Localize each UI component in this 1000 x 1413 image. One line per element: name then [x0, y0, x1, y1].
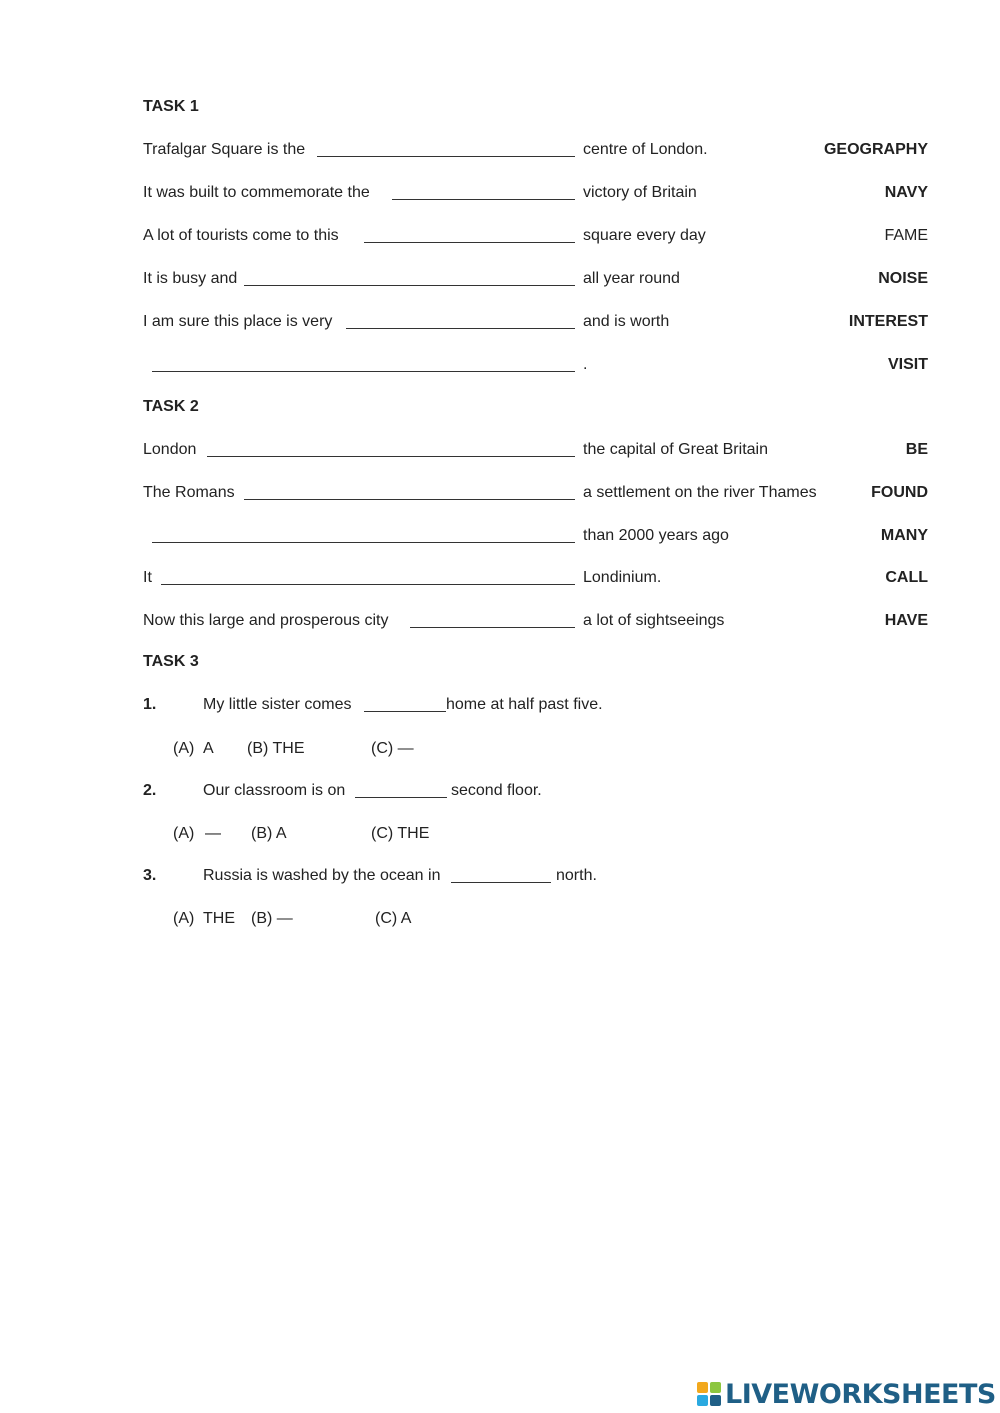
task1-row-2-keyword: NAVY — [884, 184, 928, 201]
question-2-option-c[interactable]: (C) THE — [371, 825, 430, 842]
question-1-blank[interactable] — [364, 711, 446, 712]
task3-heading: TASK 3 — [143, 653, 199, 670]
task1-row-5-blank[interactable] — [346, 328, 575, 329]
question-2-text: Our classroom is on — [203, 782, 346, 799]
logo-text: LIVEWORKSHEETS — [725, 1378, 996, 1410]
task1-row-6-after: . — [583, 356, 588, 373]
question-1-option-c[interactable]: (C) — — [371, 740, 414, 757]
task2-row-4-keyword: CALL — [885, 569, 928, 586]
question-3-option-a-label[interactable]: (A) — [173, 910, 195, 927]
question-2-option-a-label[interactable]: (A) — [173, 825, 195, 842]
question-1-option-a-value[interactable]: A — [203, 740, 214, 757]
liveworksheets-logo — [697, 1378, 996, 1410]
task2-row-4-after: Londinium. — [583, 569, 662, 586]
question-1-option-b[interactable]: (B) THE — [247, 740, 305, 757]
task1-row-5-keyword: INTEREST — [848, 313, 928, 330]
task2-row-3-blank[interactable] — [152, 542, 575, 543]
question-3-option-c[interactable]: (C) A — [375, 910, 412, 927]
task2-heading: TASK 2 — [143, 398, 199, 415]
question-3-option-a-value[interactable]: THE — [203, 910, 235, 927]
task2-row-5-text: Now this large and prosperous city — [143, 612, 389, 629]
task2-row-5-keyword: HAVE — [884, 612, 928, 629]
task1-row-5-after: and is worth — [583, 313, 670, 330]
task1-row-4-text: It is busy and — [143, 270, 238, 287]
question-2-after: second floor. — [451, 782, 542, 799]
task1-row-3-after: square every day — [583, 227, 706, 244]
task1-row-1-text: Trafalgar Square is the — [143, 141, 306, 158]
question-1-text: My little sister comes — [203, 696, 352, 713]
task2-row-1-keyword: BE — [905, 441, 928, 458]
question-3-option-b[interactable]: (B) — — [251, 910, 293, 927]
task2-row-3-keyword: MANY — [880, 527, 928, 544]
question-3-blank[interactable] — [451, 882, 551, 883]
task2-row-1-after: the capital of Great Britain — [583, 441, 768, 458]
task1-row-1-blank[interactable] — [317, 156, 575, 157]
task1-row-3-keyword: FAME — [884, 227, 928, 244]
task2-row-1-text: London — [143, 441, 197, 458]
logo-icon-cell-4 — [710, 1395, 721, 1406]
task2-row-5-blank[interactable] — [410, 627, 575, 628]
question-2-number: 2. — [143, 782, 157, 799]
task1-row-6-keyword: VISIT — [887, 356, 928, 373]
task1-row-3-text: A lot of tourists come to this — [143, 227, 339, 244]
task1-row-2-blank[interactable] — [392, 199, 575, 200]
task2-row-2-text: The Romans — [143, 484, 235, 501]
task2-row-5-after: a lot of sightseeings — [583, 612, 725, 629]
task1-row-6-blank[interactable] — [152, 371, 575, 372]
task1-row-4-after: all year round — [583, 270, 680, 287]
task2-row-2-blank[interactable] — [244, 499, 575, 500]
question-1-number: 1. — [143, 696, 157, 713]
task1-row-2-after: victory of Britain — [583, 184, 697, 201]
question-1-option-a-label[interactable]: (A) — [173, 740, 195, 757]
task2-row-2-after: a settlement on the river Thames — [583, 484, 817, 501]
question-1-after: home at half past five. — [446, 696, 603, 713]
logo-icon-cell-1 — [697, 1382, 708, 1393]
question-3-text: Russia is washed by the ocean in — [203, 867, 441, 884]
question-2-option-a-value[interactable]: — — [205, 825, 221, 842]
question-2-blank[interactable] — [355, 797, 447, 798]
task1-row-1-keyword: GEOGRAPHY — [823, 141, 928, 158]
logo-icon-cell-3 — [697, 1395, 708, 1406]
question-3-after: north. — [556, 867, 597, 884]
task1-row-4-keyword: NOISE — [878, 270, 928, 287]
task2-row-4-blank[interactable] — [161, 584, 575, 585]
task1-row-1-after: centre of London. — [583, 141, 708, 158]
question-2-option-b[interactable]: (B) A — [251, 825, 287, 842]
task2-row-3-after: than 2000 years ago — [583, 527, 729, 544]
task2-row-1-blank[interactable] — [207, 456, 575, 457]
task1-heading: TASK 1 — [143, 98, 199, 115]
task1-row-2-text: It was built to commemorate the — [143, 184, 370, 201]
task1-row-4-blank[interactable] — [244, 285, 575, 286]
task2-row-4-text: It — [143, 569, 152, 586]
task2-row-2-keyword: FOUND — [871, 484, 928, 501]
question-3-number: 3. — [143, 867, 157, 884]
task1-row-3-blank[interactable] — [364, 242, 575, 243]
task1-row-5-text: I am sure this place is very — [143, 313, 333, 330]
liveworksheets-logo-icon — [697, 1382, 721, 1406]
logo-icon-cell-2 — [710, 1382, 721, 1393]
